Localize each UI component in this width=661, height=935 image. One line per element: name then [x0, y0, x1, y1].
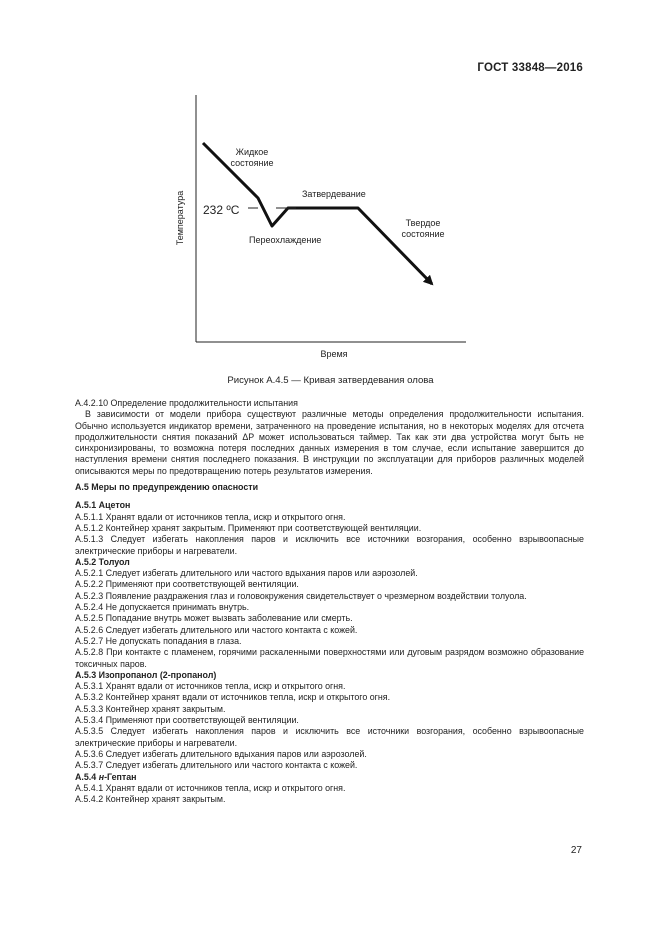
clause-a521: А.5.2.1 Следует избегать длительного или частого вдыхания паров или аэрозолей.: [75, 568, 418, 579]
clause-a542: А.5.4.2 Контейнер хранят закрытым.: [75, 794, 226, 805]
label-liquid-2: состояние: [230, 158, 274, 168]
document-body: [75, 398, 584, 805]
clause-a532: А.5.3.2 Контейнер хранят вдали от источников тепла, искр и открытого огня.: [75, 692, 391, 703]
clause-a512: А.5.1.2 Контейнер хранят закрытым. Применяют при соответствующей вентиляции.: [75, 522, 422, 533]
label-liquid-1: Жидкое: [235, 147, 269, 157]
label-solid-2: состояние: [401, 229, 445, 239]
subsection-title-a4210: А.4.2.10 Определение продолжительности испытания: [75, 398, 298, 408]
paragraph-a4210: В зависимости от модели прибора существуют различные методы определения продолжительности испытания. Обычно используется индикатор времени, затраченного на проведение испытания, но в некоторых моделях для отсчета продолжительности снятия показаний ΔP может использоваться таймер. Так как эти два устройства могут быть не синхронизированы, то возможна потеря последних данных измерения в том случае, если испытание завершится до наступления времени снятия последнего показания. В инструкции по эксплуатации для приборов различных моделей описываются меры по предотвращению потерь результатов измерения.: [75, 409, 584, 476]
clause-a522: А.5.2.2 Применяют при соответствующей вентиляции.: [75, 579, 299, 590]
clause-a535: А.5.3.5 Следует избегать накопления паров и исключить все источники возгорания, особенно взрывоопасные электрические приборы и нагреватели.: [75, 726, 584, 748]
clause-a523: А.5.2.3 Появление раздражения глаз и головокружения свидетельствует о чрезмерном воздействии толуола.: [75, 590, 527, 601]
clause-a534: А.5.3.4 Применяют при соответствующей вентиляции.: [75, 715, 299, 726]
subsection-title-a53: А.5.3 Изопропанол (2-пропанол): [75, 669, 217, 680]
clause-a528: А.5.2.8 При контакте с пламенем, горячими раскаленными поверхностями или дуговым разрядом возможно образование токсичных паров.: [75, 647, 584, 669]
clause-a541: А.5.4.1 Хранят вдали от источников тепла, искр и открытого огня.: [75, 782, 346, 793]
clause-a531: А.5.3.1 Хранят вдали от источников тепла, искр и открытого огня.: [75, 681, 346, 692]
document-header: ГОСТ 33848—2016: [477, 62, 583, 74]
clause-a537: А.5.3.7 Следует избегать длительного или частого контакта с кожей.: [75, 760, 358, 771]
clause-a525: А.5.2.5 Попадание внутрь может вызвать заболевание или смерть.: [75, 613, 353, 624]
a54-prefix: А.5.4: [75, 771, 99, 782]
clause-a533: А.5.3.3 Контейнер хранят закрытым.: [75, 703, 226, 714]
label-supercooling: Переохлаждение: [249, 235, 322, 245]
a54-rest: -Гептан: [104, 771, 137, 782]
clause-a526: А.5.2.6 Следует избегать длительного или частого контакта с кожей.: [75, 624, 358, 635]
clause-a536: А.5.3.6 Следует избегать длительного вдыхания паров или аэрозолей.: [75, 748, 367, 759]
figure-caption: Рисунок А.4.5 — Кривая затвердевания олова: [227, 375, 434, 386]
clause-a524: А.5.2.4 Не допускается принимать внутрь.: [75, 602, 250, 613]
clause-a511: А.5.1.1 Хранят вдали от источников тепла, искр и открытого огня.: [75, 511, 346, 522]
section-title-a5: А.5 Меры по предупреждению опасности: [75, 482, 259, 493]
label-temperature-mark: 232 ºC: [203, 203, 240, 217]
y-axis-label: Температура: [175, 190, 185, 246]
clause-a527: А.5.2.7 Не допускать попадания в глаза.: [75, 635, 242, 646]
a54-italic: н: [98, 771, 105, 782]
clause-a513: А.5.1.3 Следует избегать накопления паров и исключить все источники возгорания, особенно взрывоопасные электрические приборы и нагреватели.: [75, 534, 584, 556]
subsection-title-a51: А.5.1 Ацетон: [75, 500, 131, 511]
label-solid-1: Твердое: [405, 218, 441, 228]
solidification-curve-figure: [0, 0, 661, 375]
page-number: 27: [570, 845, 582, 856]
label-solidification: Затвердевание: [302, 189, 366, 199]
subsection-title-a54: [75, 772, 584, 783]
x-axis-label: Время: [320, 349, 348, 359]
subsection-title-a52: А.5.2 Толуол: [75, 556, 130, 567]
